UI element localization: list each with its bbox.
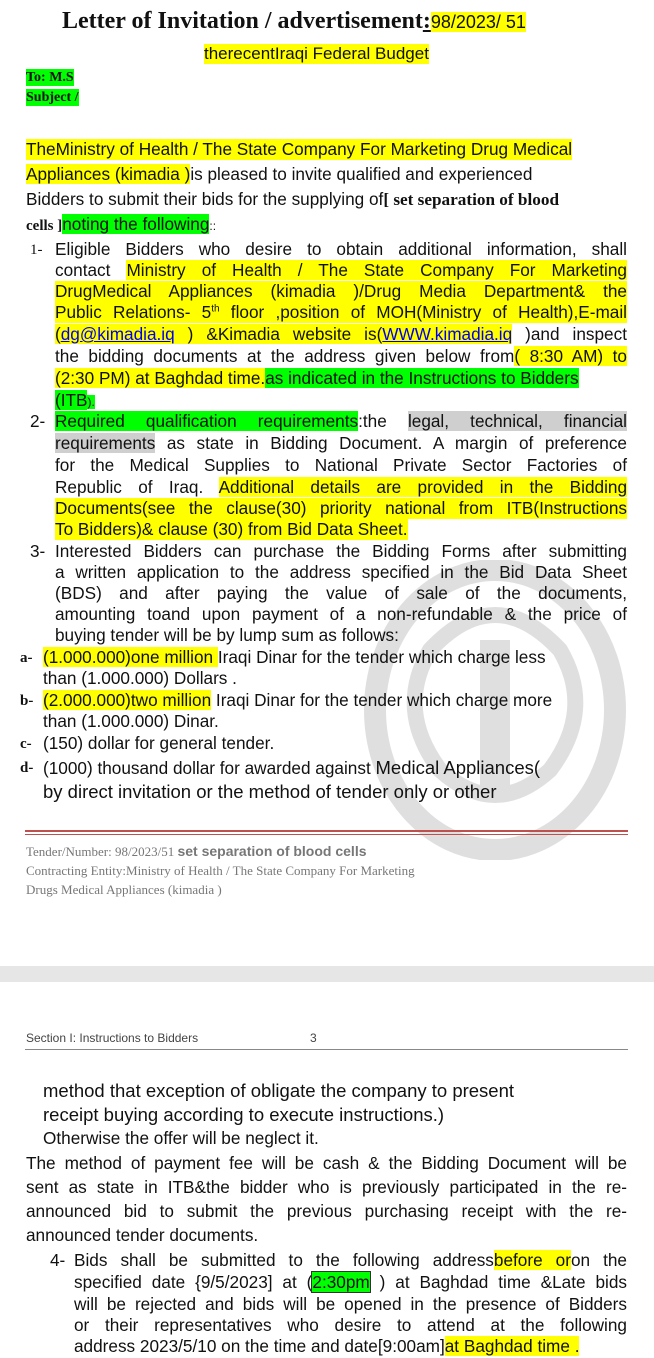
item-1-line-4: Public Relations- 5th floor ,position of MOH(Ministry of Health),E-mail xyxy=(55,302,627,322)
item-4-line-2: specified date {9/5/2023] at (2:30pm ) at Baghdad time &Late bids xyxy=(74,1272,627,1292)
continuation-line-2: receipt buying according to execute instructions.) xyxy=(43,1104,445,1125)
item-3-line-4: amounting toand upon payment of a non-refundable & the price of xyxy=(55,604,627,624)
item-2-number: 2- xyxy=(30,411,46,431)
footer-line-1: Tender/Number: 98/2023/51 set separation of blood cells xyxy=(26,843,367,859)
payment-line-1: The method of payment fee will be cash & the Bidding Document will be xyxy=(26,1153,627,1173)
page-separator xyxy=(0,966,654,982)
website-link[interactable]: WWW.kimadia.iq xyxy=(382,324,513,344)
fee-c-line-1: (150) dollar for general tender. xyxy=(43,733,275,753)
item-2-line-4: Republic of Iraq. Additional details are provided in the Bidding xyxy=(55,477,628,497)
subject-line: Subject / xyxy=(26,90,79,105)
fee-a-line-2: than (1.000.000) Dollars . xyxy=(43,668,237,688)
item-3-line-5: buying tender will be by lump sum as follows: xyxy=(55,625,399,645)
fee-b-label: b- xyxy=(20,693,34,709)
item-2-line-6: To Bidders)& clause (30) from Bid Data Sheet. xyxy=(55,519,408,539)
title-text: Letter of Invitation / advertisement xyxy=(62,8,423,34)
page-number: 3 xyxy=(310,1031,317,1045)
item-1-line-1: Eligible Bidders who desire to obtain additional information, shall xyxy=(55,239,627,259)
payment-line-3: announced bid to submit the previous purchasing receipt with the re- xyxy=(26,1201,627,1221)
letter-number: 98/2023/ 51 xyxy=(430,12,526,32)
payment-line-4: announced tender documents. xyxy=(26,1225,259,1245)
item-1-line-3: DrugMedical Appliances (kimadia )/Drug Media Department& the xyxy=(55,281,627,301)
email-link[interactable]: dg@kimadia.iq xyxy=(60,324,175,344)
fee-d-line-2: by direct invitation or the method of tender only or other xyxy=(43,781,497,802)
item-1-number: 1- xyxy=(30,242,43,258)
item-3-line-1: Interested Bidders can purchase the Bidding Forms after submitting xyxy=(55,541,627,561)
item-3-line-3: (BDS) and after paying the value of sale of the documents, xyxy=(55,583,627,603)
item-1-line-2: contact Ministry of Health / The State Company For Marketing xyxy=(55,260,627,280)
item-2-line-5: Documents(see the clause(30) priority national from ITB(Instructions xyxy=(55,498,627,518)
section-header-rule xyxy=(25,1049,628,1050)
item-4-line-1: Bids shall be submitted to the following addressbefore oron the xyxy=(74,1250,627,1270)
item-1-line-6: the bidding documents at the address given below from( 8:30 AM) to xyxy=(55,346,627,366)
fee-a-label: a- xyxy=(20,650,33,666)
budget-subtitle: therecentIraqi Federal Budget xyxy=(204,44,429,63)
item-1-line-7: (2:30 PM) at Baghdad time.as indicated in the Instructions to Bidders xyxy=(55,368,579,388)
intro-line-3: Bidders to submit their bids for the supplying of[ set separation of blood xyxy=(26,189,560,209)
item-2-line-1: Required qualification requirements:the legal, technical, financial xyxy=(55,411,627,431)
item-1-line-8: (ITB). xyxy=(55,390,95,410)
footer-rule-bottom xyxy=(25,834,628,835)
item-4-line-3: will be rejected and bids will be opened in the presence of Bidders xyxy=(74,1294,627,1314)
item-4-line-4: or their representatives who desire to attend at the following xyxy=(74,1315,627,1335)
fee-d-label: d- xyxy=(20,760,34,776)
item-2-line-2: requirements as state in Bidding Document. A margin of preference xyxy=(55,433,627,453)
fee-b-line-2: than (1.000.000) Dinar. xyxy=(43,711,219,731)
footer-rule-top xyxy=(25,830,628,832)
fee-c-label: c- xyxy=(20,736,32,752)
item-3-number: 3- xyxy=(30,541,46,561)
item-3-line-2: a written application to the address specified in the Bid Data Sheet xyxy=(55,562,627,582)
section-header: Section I: Instructions to Bidders xyxy=(26,1031,199,1045)
fee-d-line-1: (1000) thousand dollar for awarded against Medical Appliances( xyxy=(43,757,541,778)
fee-a-line-1: (1.000.000)one million Iraqi Dinar for the tender which charge less xyxy=(43,647,546,667)
item-1-line-5: (dg@kimadia.iq ) &Kimadia website is(WWW.kimadia.iq )and inspect xyxy=(55,324,627,344)
intro-line-2: Appliances (kimadia )is pleased to invite qualified and experienced xyxy=(26,164,533,184)
continuation-line-3: Otherwise the offer will be neglect it. xyxy=(43,1128,319,1148)
letter-title: Letter of Invitation / advertisement:98/2023/ 51 xyxy=(62,8,526,34)
footer-line-3: Drugs Medical Appliances (kimadia ) xyxy=(26,882,222,897)
item-4-number: 4- xyxy=(50,1250,66,1270)
item-2-line-3: for the Medical Supplies to National Private Sector Factories of xyxy=(55,455,627,475)
continuation-line-1: method that exception of obligate the company to present xyxy=(43,1080,515,1101)
item-4-line-5: address 2023/5/10 on the time and date[9:00am]at Baghdad time . xyxy=(74,1336,580,1356)
payment-line-2: sent as state in ITB&the bidder who is previously participated in the re- xyxy=(26,1177,627,1197)
to-line: To: M.S xyxy=(26,70,74,85)
intro-line-1: TheMinistry of Health / The State Company For Marketing Drug Medical xyxy=(26,139,573,159)
fee-b-line-1: (2.000.000)two million Iraqi Dinar for the tender which charge more xyxy=(43,690,553,710)
footer-line-2: Contracting Entity:Ministry of Health / The State Company For Marketing xyxy=(26,863,415,878)
intro-line-4: cells ]noting the following:: xyxy=(26,214,217,234)
